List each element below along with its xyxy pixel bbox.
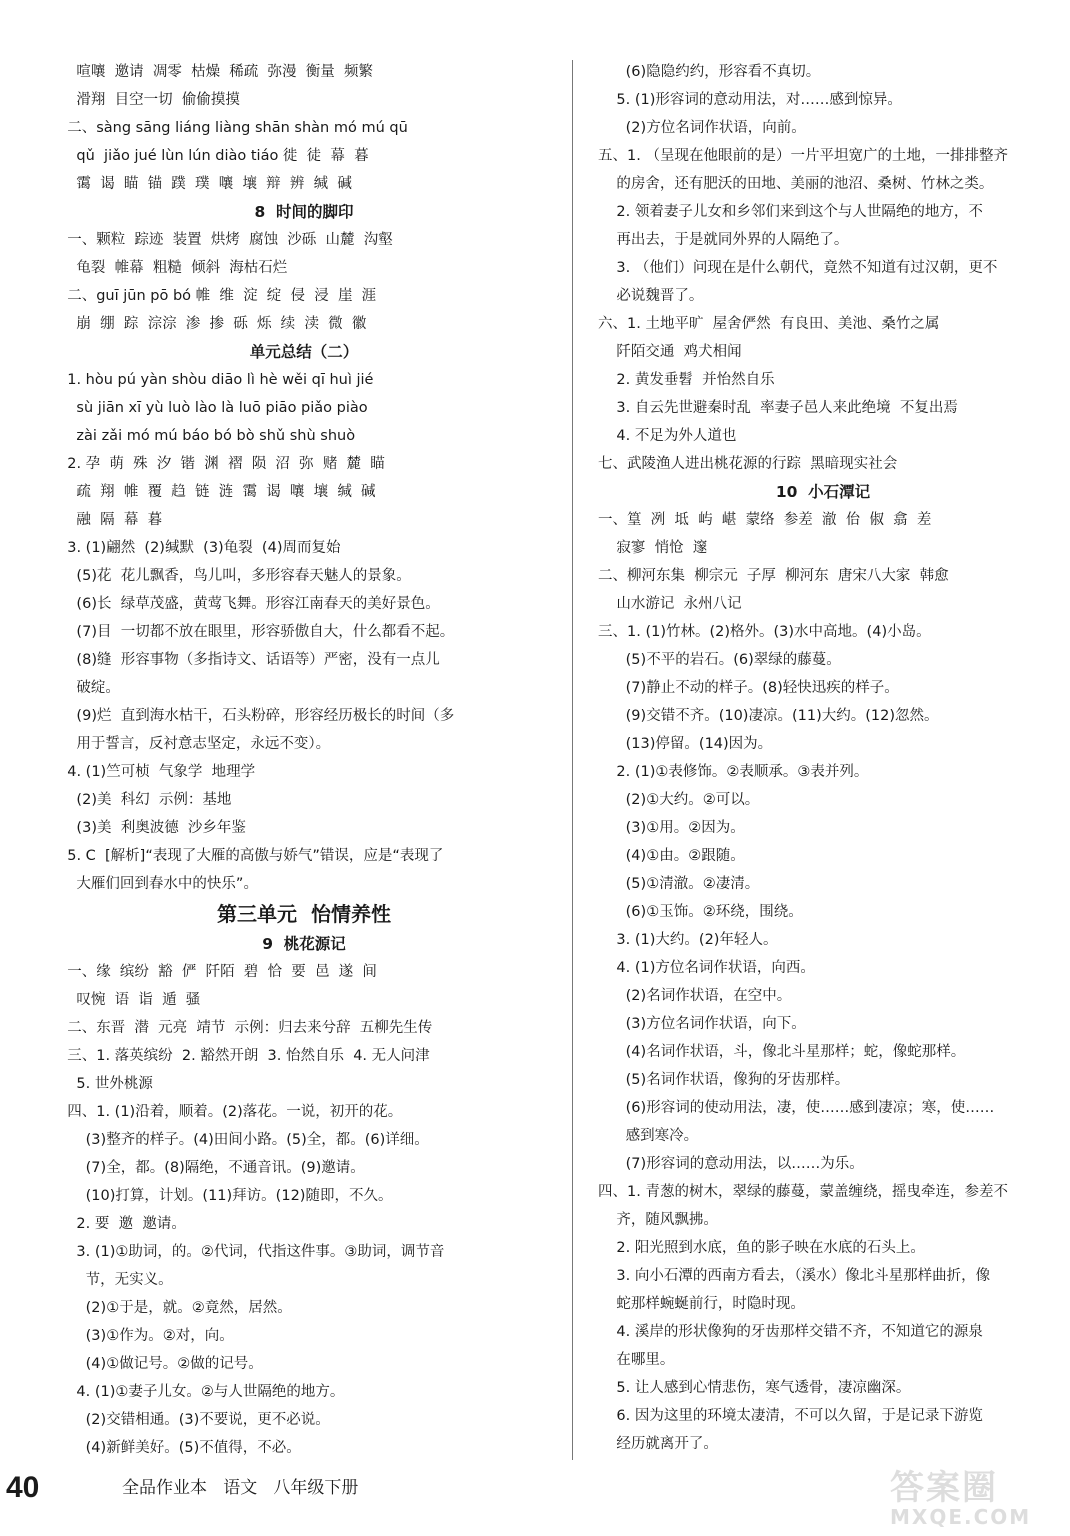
answer-line: 2. 要 邀 邀请。 xyxy=(58,1216,186,1232)
answer-line: 4. (1)竺可桢 气象学 地理学 xyxy=(58,764,256,780)
answer-line: 2. 领着妻子儿女和乡邻们来到这个与人世隔绝的地方，不 xyxy=(598,204,983,220)
answer-line: 五、1. （呈现在他眼前的是）一片平坦宽广的土地，一排排整齐 xyxy=(598,148,1008,164)
answer-line: (3)方位名词作状语，向下。 xyxy=(598,1016,806,1032)
answer-line: 3. (1)大约。(2)年轻人。 xyxy=(598,932,778,948)
answer-line: 在哪里。 xyxy=(598,1352,675,1368)
answer-line: 3. （他们）问现在是什么朝代，竟然不知道有过汉朝，更不 xyxy=(598,260,998,276)
answer-line: qǔ jiǎo jué lùn lún diào tiáo 徙 徒 幕 暮 xyxy=(58,148,369,164)
section-heading: 9 桃花源记 xyxy=(262,935,346,953)
answer-line: (4)新鲜美好。(5)不值得，不必。 xyxy=(58,1440,301,1456)
answer-line: 4. (1)①妻子儿女。②与人世隔绝的地方。 xyxy=(58,1384,345,1400)
answer-line: (6)隐隐约约，形容看不真切。 xyxy=(598,64,821,80)
answer-line: 四、1. 青葱的树木，翠绿的藤蔓，蒙盖缠绕，摇曳牵连，参差不 xyxy=(598,1184,1008,1200)
answer-line: 三、1. (1)竹林。(2)格外。(3)水中高地。(4)小岛。 xyxy=(598,624,931,640)
book-title: 全品作业本 语文 八年级下册 xyxy=(122,1478,359,1498)
answer-line: 1. hòu pú yàn shòu diāo lì hè wěi qī huì jié xyxy=(58,372,374,388)
watermark-url: MXQE.COM xyxy=(890,1505,1032,1529)
answer-line: 2. (1)①表修饰。②表顺承。③表并列。 xyxy=(598,764,869,780)
answer-line: (5)不平的岩石。(6)翠绿的藤蔓。 xyxy=(598,652,841,668)
answer-line: 2. 黄发垂髫 并怡然自乐 xyxy=(598,372,775,388)
answer-line: (2)①大约。②可以。 xyxy=(598,792,760,808)
answer-line: (2)①于是，就。②竟然，居然。 xyxy=(58,1300,292,1316)
section-heading: 单元总结（二） xyxy=(249,343,359,361)
answer-line: 2. 阳光照到水底，鱼的影子映在水底的石头上。 xyxy=(598,1240,925,1256)
answer-line: (4)①做记号。②做的记号。 xyxy=(58,1356,263,1372)
answer-line: 破绽。 xyxy=(58,680,120,696)
answer-line: 5. C [解析]“表现了大雁的高傲与娇气”错误，应是“表现了 xyxy=(58,848,444,864)
answer-line: (7)目 一切都不放在眼里，形容骄傲自大，什么都看不起。 xyxy=(58,624,455,640)
answer-line: 3. 自云先世避秦时乱 率妻子邑人来此绝境 不复出焉 xyxy=(598,400,958,416)
answer-line: 阡陌交通 鸡犬相闻 xyxy=(598,344,742,360)
answer-line: (2)方位名词作状语，向前。 xyxy=(598,120,806,136)
answer-line: 七、武陵渔人进出桃花源的行踪 黑暗现实社会 xyxy=(598,456,898,472)
answer-line: 六、1. 土地平旷 屋舍俨然 有良田、美池、桑竹之属 xyxy=(598,316,940,332)
answer-line: 二、柳河东集 柳宗元 子厚 柳河东 唐宋八大家 韩愈 xyxy=(598,568,949,584)
answer-line: 疏 翔 帷 覆 趋 链 涟 霭 谒 嚷 壤 缄 碱 xyxy=(58,484,376,500)
answer-line: (4)名词作状语，斗，像北斗星那样；蛇，像蛇那样。 xyxy=(598,1044,966,1060)
answer-line: (6)长 绿草茂盛，黄莺飞舞。形容江南春天的美好景色。 xyxy=(58,596,440,612)
answer-line: 一、颗粒 踪迹 装置 烘烤 腐蚀 沙砾 山麓 沟壑 xyxy=(58,232,393,248)
answer-line: (4)①由。②跟随。 xyxy=(598,848,745,864)
answer-line: (5)花 花儿飘香，鸟儿叫，多形容春天魅人的景象。 xyxy=(58,568,411,584)
answer-line: (7)形容词的意动用法，以……为乐。 xyxy=(598,1156,864,1172)
answer-line: (6)形容词的使动用法，凄，使……感到凄凉；寒，使…… xyxy=(598,1100,995,1116)
answer-line: 3. (1)①助词，的。②代词，代指这件事。③助词，调节音 xyxy=(58,1244,445,1260)
answer-line: (13)停留。(14)因为。 xyxy=(598,736,773,752)
answer-line: (7)全，都。(8)隔绝，不通音讯。(9)邀请。 xyxy=(58,1160,365,1176)
answer-line: (3)①用。②因为。 xyxy=(598,820,745,836)
answer-line: 霭 谒 瞄 锚 蹼 璞 嚷 壤 辩 辨 缄 碱 xyxy=(58,176,352,192)
answer-line: 滑翔 目空一切 偷偷摸摸 xyxy=(58,92,240,108)
page-footer xyxy=(0,1468,700,1508)
right-column xyxy=(598,58,1048,1458)
left-column xyxy=(58,58,550,1462)
answer-line: (2)名词作状语，在空中。 xyxy=(598,988,792,1004)
answer-line: 经历就离开了。 xyxy=(598,1436,718,1452)
answer-line: (2)美 科幻 示例：基地 xyxy=(58,792,232,808)
answer-line: (5)①清澈。②凄清。 xyxy=(598,876,760,892)
answer-line: zài zǎi mó mú báo bó bò shǔ shù shuò xyxy=(58,428,356,444)
answer-line: 4. 溪岸的形状像狗的牙齿那样交错不齐，不知道它的源泉 xyxy=(598,1324,983,1340)
answer-line: 再出去，于是就同外界的人隔绝了。 xyxy=(598,232,849,248)
answer-line: (3)①作为。②对，向。 xyxy=(58,1328,234,1344)
answer-line: 用于誓言，反衬意志坚定，永远不变）。 xyxy=(58,736,331,752)
answer-line: 寂寥 悄怆 邃 xyxy=(598,540,708,556)
answer-line: 三、1. 落英缤纷 2. 豁然开朗 3. 怡然自乐 4. 无人问津 xyxy=(58,1048,430,1064)
answer-line: 3. (1)翩然 (2)缄默 (3)龟裂 (4)周而复始 xyxy=(58,540,341,556)
answer-line: (3)美 利奥波德 沙乡年鉴 xyxy=(58,820,246,836)
answer-line: 感到寒冷。 xyxy=(598,1128,699,1144)
answer-line: 一、缘 缤纷 豁 俨 阡陌 碧 恰 要 邑 遂 间 xyxy=(58,964,377,980)
answer-line: 5. 世外桃源 xyxy=(58,1076,153,1092)
answer-line: 5. 让人感到心情悲伤，寒气透骨，凄凉幽深。 xyxy=(598,1380,911,1396)
answer-line: 节，无实义。 xyxy=(58,1272,173,1288)
answer-line: 蛇那样蜿蜒前行，时隐时现。 xyxy=(598,1296,805,1312)
answer-line: 二、东晋 潜 元亮 靖节 示例：归去来兮辞 五柳先生传 xyxy=(58,1020,433,1036)
answer-line: 齐，随风飘拂。 xyxy=(598,1212,718,1228)
section-heading: 10 小石潭记 xyxy=(775,483,871,501)
answer-line: 一、篁 冽 坻 屿 嵁 蒙络 参差 澈 佁 俶 翕 差 xyxy=(598,512,932,528)
answer-line: (6)①玉饰。②环绕，围绕。 xyxy=(598,904,803,920)
answer-line: 5. (1)形容词的意动用法，对……感到惊异。 xyxy=(598,92,902,108)
answer-line: 3. 向小石潭的西南方看去，（溪水）像北斗星那样曲折，像 xyxy=(598,1268,991,1284)
answer-line: 必说魏晋了。 xyxy=(598,288,704,304)
answer-line: 2. 孕 萌 殊 汐 锴 渊 褶 陨 沼 弥 赌 麓 瞄 xyxy=(58,456,385,472)
answer-line: 二、sàng sāng liáng liàng shān shàn mó mú qū xyxy=(58,120,408,136)
answer-line: 二、guī jūn pō bó 帷 维 淀 绽 侵 浸 崖 涯 xyxy=(58,288,377,304)
answer-line: (8)缝 形容事物（多指诗文、话语等）严密，没有一点儿 xyxy=(58,652,440,668)
answer-line: 4. (1)方位名词作状语，向西。 xyxy=(598,960,815,976)
answer-line: 叹惋 语 诣 遁 骚 xyxy=(58,992,201,1008)
watermark-logo xyxy=(890,1470,1060,1530)
answer-line: (2)交错相通。(3)不要说，更不必说。 xyxy=(58,1412,330,1428)
answer-line: 4. 不足为外人道也 xyxy=(598,428,737,444)
section-heading: 第三单元 怡情养性 xyxy=(217,902,391,926)
answer-line: (3)整齐的样子。(4)田间小路。(5)全，都。(6)详细。 xyxy=(58,1132,429,1148)
answer-line: (5)名词作状语，像狗的牙齿那样。 xyxy=(598,1072,850,1088)
answer-line: 融 隔 幕 暮 xyxy=(58,512,163,528)
answer-line: 大雁们回到春水中的快乐”。 xyxy=(58,876,258,892)
watermark-text: 答案圈 xyxy=(890,1468,998,1508)
answer-line: (9)交错不齐。(10)凄凉。(11)大约。(12)忽然。 xyxy=(598,708,939,724)
page-number: 40 xyxy=(6,1471,40,1504)
answer-line: 喧嚷 邀请 凋零 枯燥 稀疏 弥漫 衡量 频繁 xyxy=(58,64,373,80)
answer-line: sù jiān xī yù luò lào là luō piāo piǎo piào xyxy=(58,400,368,416)
answer-line: 山水游记 永州八记 xyxy=(598,596,742,612)
column-divider xyxy=(572,60,573,1460)
answer-line: 四、1. (1)沿着，顺着。(2)落花。一说，初开的花。 xyxy=(58,1104,403,1120)
answer-line: (9)烂 直到海水枯干，石头粉碎，形容经历极长的时间（多 xyxy=(58,708,455,724)
answer-line: 6. 因为这里的环境太凄清，不可以久留，于是记录下游览 xyxy=(598,1408,983,1424)
answer-line: 崩 绷 踪 淙淙 渗 掺 砾 烁 续 渎 微 徽 xyxy=(58,316,367,332)
answer-line: 的房舍，还有肥沃的田地、美丽的池沼、桑树、竹林之类。 xyxy=(598,176,994,192)
answer-line: (10)打算，计划。(11)拜访。(12)随即，不久。 xyxy=(58,1188,393,1204)
section-heading: 8 时间的脚印 xyxy=(254,203,354,221)
answer-line: (7)静止不动的样子。(8)轻快迅疾的样子。 xyxy=(598,680,899,696)
answer-line: 龟裂 帷幕 粗糙 倾斜 海枯石烂 xyxy=(58,260,288,276)
